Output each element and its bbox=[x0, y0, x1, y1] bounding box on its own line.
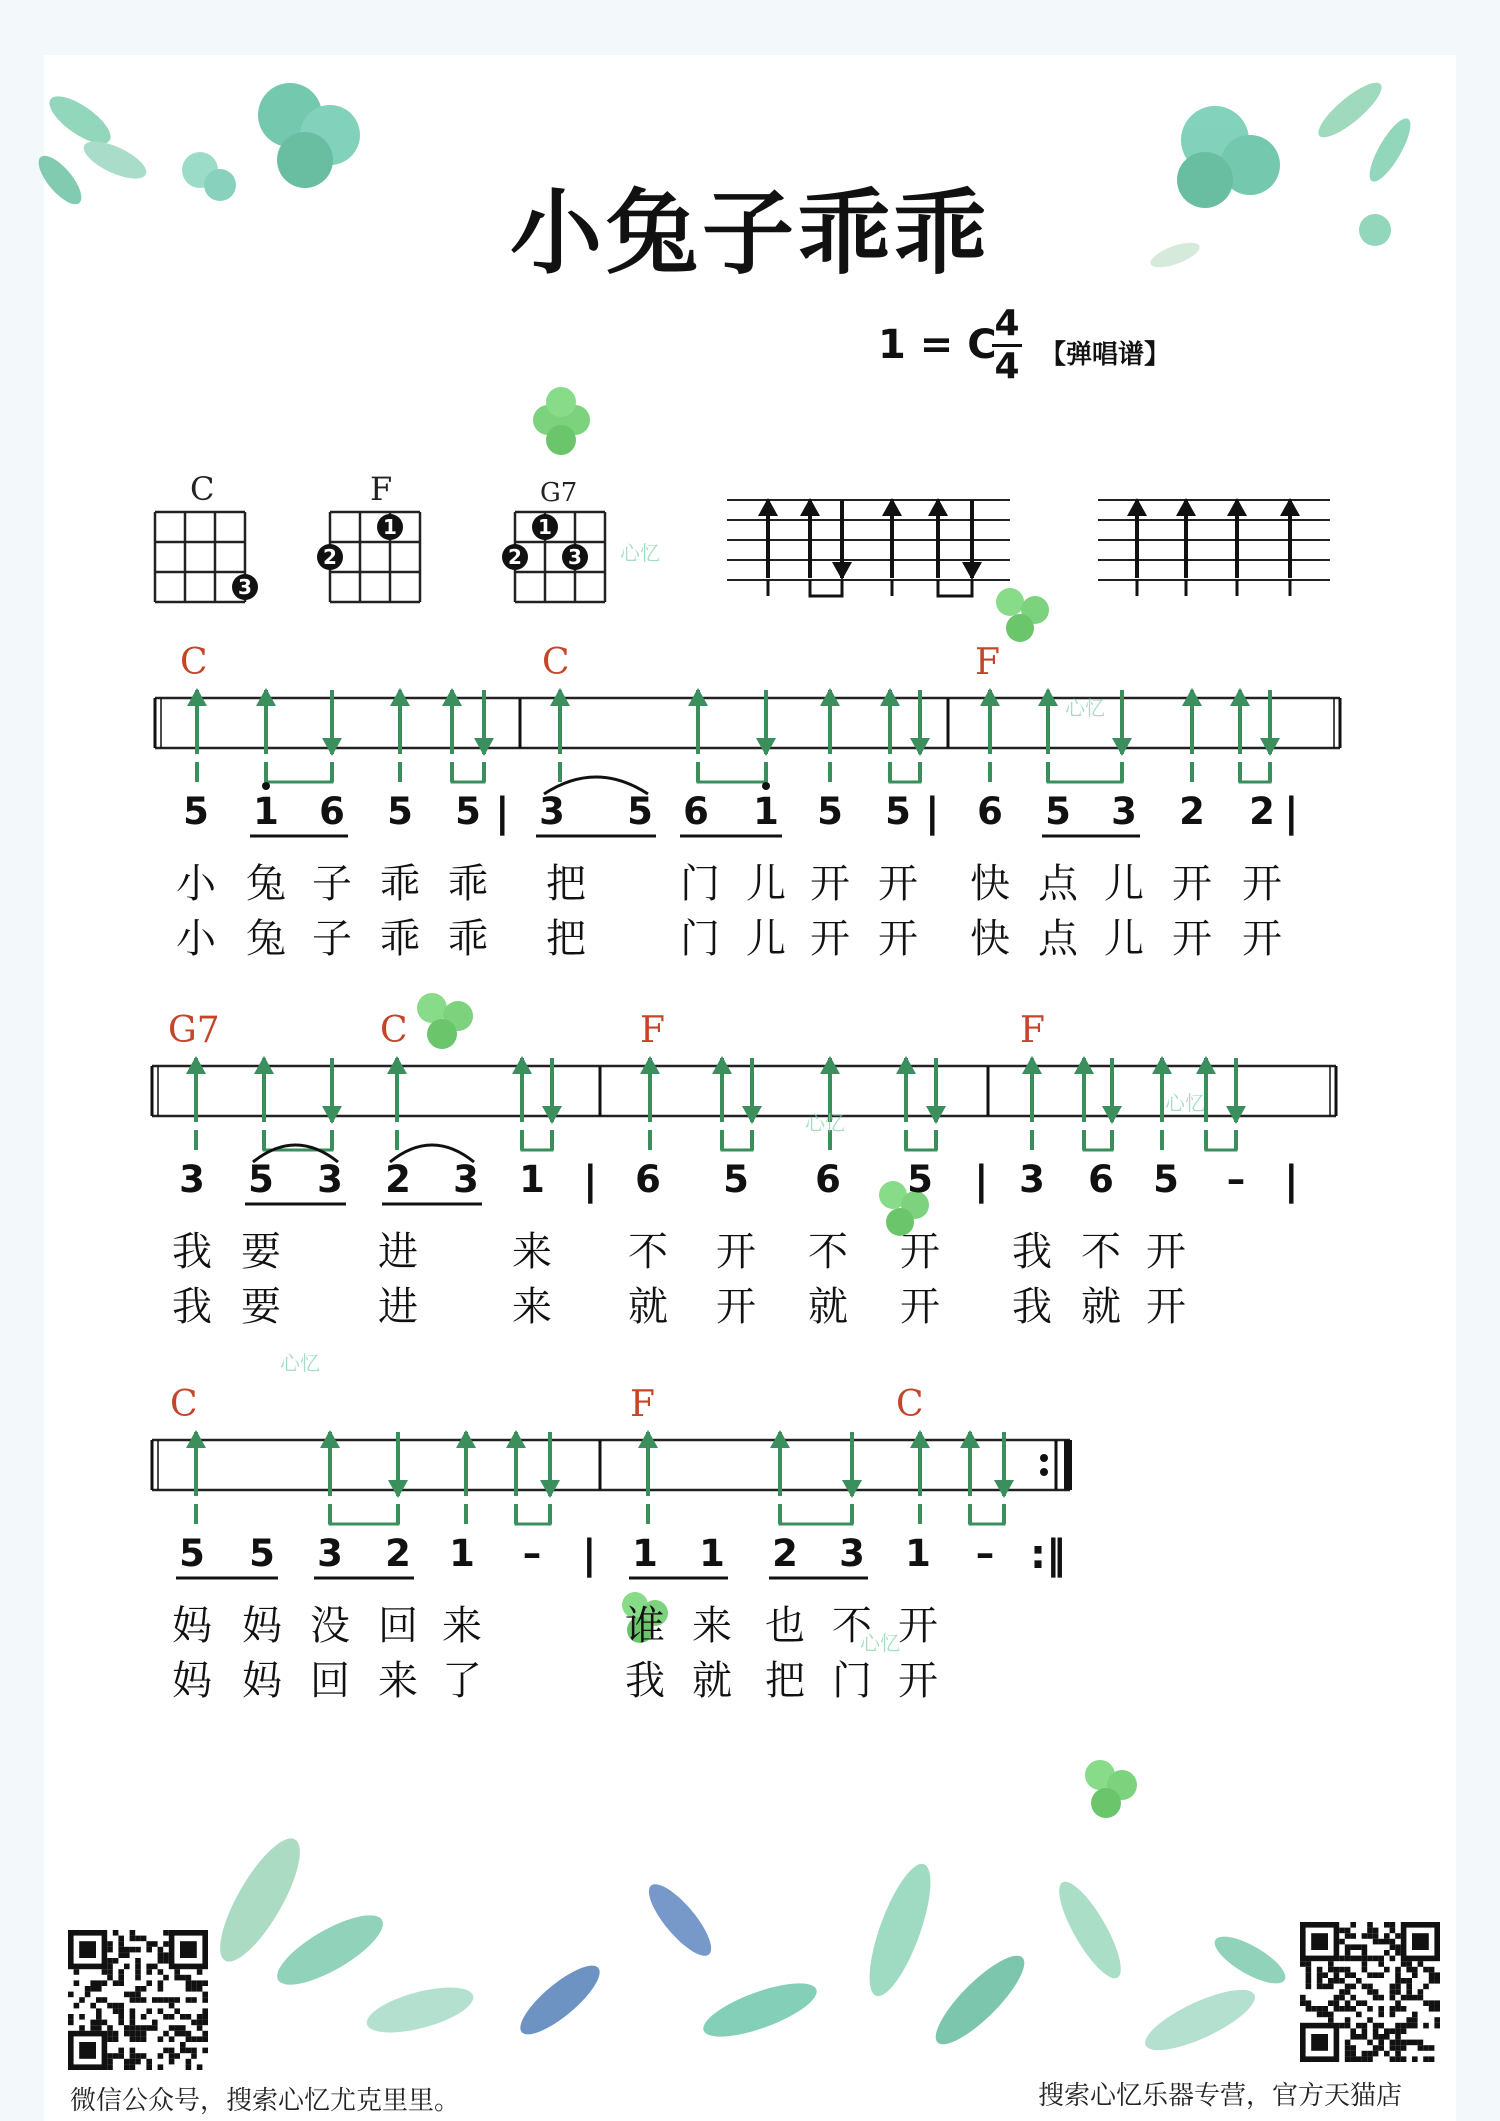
chord-name: C bbox=[170, 1384, 198, 1425]
note: 5 bbox=[907, 1158, 933, 1201]
lyric-verse-2: 我 bbox=[172, 1284, 212, 1330]
lyric-verse-2: 儿 bbox=[746, 916, 786, 962]
lyric-verse-1: 开 bbox=[1172, 861, 1212, 907]
footer-right-text: 搜索心忆乐器专营，官方天猫店 bbox=[1038, 2081, 1403, 2111]
lyric-verse-2: 就 bbox=[692, 1658, 732, 1704]
song-title: 小兔子乖乖 bbox=[509, 180, 990, 287]
note: 2 bbox=[1179, 790, 1205, 833]
chord-diagram-label-f: F bbox=[370, 470, 393, 508]
lyric-verse-1: 兔 bbox=[246, 861, 286, 907]
measure-bar: | bbox=[974, 1158, 989, 1204]
lyric-verse-1: 子 bbox=[312, 861, 352, 907]
lyric-verse-2: 儿 bbox=[1104, 916, 1144, 962]
lyric-verse-2: 妈 bbox=[172, 1658, 212, 1704]
chord-name: C bbox=[542, 642, 570, 683]
note: 6 bbox=[635, 1158, 661, 1201]
time-signature-top: 4 bbox=[994, 303, 1020, 344]
lyric-verse-2: 开 bbox=[716, 1284, 756, 1330]
lyric-verse-1: 来 bbox=[692, 1603, 732, 1649]
lyric-verse-1: 不 bbox=[1081, 1229, 1121, 1275]
lyric-verse-2: 把 bbox=[546, 916, 586, 962]
note: 3 bbox=[839, 1532, 865, 1575]
chord-diagram-label-g7: G7 bbox=[540, 478, 578, 508]
lyric-verse-2: 开 bbox=[900, 1284, 940, 1330]
qr-code-left bbox=[62, 1924, 214, 2076]
measure-bar: | bbox=[582, 1532, 597, 1578]
note: 6 bbox=[319, 790, 345, 833]
chord-diagram-label-c: C bbox=[190, 470, 215, 508]
note: 5 bbox=[183, 790, 209, 833]
finger-number: 1 bbox=[383, 515, 397, 539]
note: 1 bbox=[519, 1158, 545, 1201]
lyric-verse-1: 儿 bbox=[746, 861, 786, 907]
lyric-verse-1: 我 bbox=[172, 1229, 212, 1275]
lyric-verse-2: 开 bbox=[898, 1658, 938, 1704]
note: 1 bbox=[905, 1532, 931, 1575]
note: – bbox=[975, 1532, 995, 1575]
finger-number: 1 bbox=[538, 515, 552, 539]
key-signature: 1 = C bbox=[878, 322, 997, 368]
note: 3 bbox=[317, 1532, 343, 1575]
lyric-verse-1: 乖 bbox=[448, 861, 488, 907]
watermark: 心忆 bbox=[620, 541, 660, 565]
lyric-verse-2: 开 bbox=[878, 916, 918, 962]
lyric-verse-1: 谁 bbox=[625, 1603, 665, 1649]
note: – bbox=[1226, 1158, 1246, 1201]
finger-number: 3 bbox=[568, 545, 582, 569]
lyric-verse-1: 不 bbox=[808, 1229, 848, 1275]
lyric-verse-1: 也 bbox=[765, 1603, 805, 1649]
lyric-verse-1: 儿 bbox=[1104, 861, 1144, 907]
footer-left-text: 微信公众号，搜索心忆尤克里里。 bbox=[70, 2086, 461, 2116]
note: 3 bbox=[1111, 790, 1137, 833]
watermark: 心忆 bbox=[805, 1111, 845, 1135]
finger-number: 3 bbox=[238, 575, 252, 599]
lyric-verse-2: 进 bbox=[378, 1284, 418, 1330]
note: 1 bbox=[253, 790, 279, 833]
chord-name: C bbox=[896, 1384, 924, 1425]
chord-name: F bbox=[1020, 1010, 1045, 1051]
lyric-verse-2: 妈 bbox=[242, 1658, 282, 1704]
note: – bbox=[522, 1532, 542, 1575]
lyric-verse-1: 开 bbox=[1242, 861, 1282, 907]
lyric-verse-1: 乖 bbox=[380, 861, 420, 907]
chord-name: C bbox=[380, 1010, 408, 1051]
lyric-verse-2: 门 bbox=[680, 916, 720, 962]
lyric-verse-2: 乖 bbox=[380, 916, 420, 962]
chord-name: C bbox=[180, 642, 208, 683]
watermark: 心忆 bbox=[860, 1631, 900, 1655]
note: 3 bbox=[453, 1158, 479, 1201]
note: 3 bbox=[317, 1158, 343, 1201]
measure-bar: | bbox=[583, 1158, 598, 1204]
lyric-verse-2: 乖 bbox=[448, 916, 488, 962]
note: 5 bbox=[723, 1158, 749, 1201]
note: 5 bbox=[249, 1532, 275, 1575]
lyric-verse-1: 来 bbox=[512, 1229, 552, 1275]
lyric-verse-1: 开 bbox=[900, 1229, 940, 1275]
lyric-verse-1: 进 bbox=[378, 1229, 418, 1275]
watermark: 心忆 bbox=[1165, 1091, 1205, 1115]
watermark: 心忆 bbox=[1065, 696, 1105, 720]
lyric-verse-2: 就 bbox=[808, 1284, 848, 1330]
finger-number: 2 bbox=[323, 545, 337, 569]
note: 6 bbox=[683, 790, 709, 833]
lyric-verse-2: 快 bbox=[970, 916, 1010, 962]
chord-name: F bbox=[640, 1010, 665, 1051]
lyric-verse-2: 来 bbox=[378, 1658, 418, 1704]
lyric-verse-2: 兔 bbox=[246, 916, 286, 962]
lyric-verse-2: 把 bbox=[765, 1658, 805, 1704]
lyric-verse-2: 开 bbox=[810, 916, 850, 962]
lyric-verse-1: 不 bbox=[628, 1229, 668, 1275]
lyric-verse-2: 就 bbox=[628, 1284, 668, 1330]
chord-name: F bbox=[630, 1384, 655, 1425]
lyric-verse-1: 妈 bbox=[242, 1603, 282, 1649]
lyric-verse-2: 就 bbox=[1081, 1284, 1121, 1330]
lyric-verse-2: 门 bbox=[832, 1658, 872, 1704]
lyric-verse-1: 开 bbox=[898, 1603, 938, 1649]
lyric-verse-1: 回 bbox=[378, 1603, 418, 1649]
lyric-verse-1: 点 bbox=[1038, 861, 1078, 907]
lyric-verse-1: 小 bbox=[176, 861, 216, 907]
lyric-verse-1: 没 bbox=[310, 1603, 350, 1649]
note: 1 bbox=[753, 790, 779, 833]
lyric-verse-1: 要 bbox=[241, 1229, 281, 1275]
lyric-verse-1: 开 bbox=[878, 861, 918, 907]
lyric-verse-2: 开 bbox=[1172, 916, 1212, 962]
qr-code-right bbox=[1294, 1916, 1446, 2068]
lyric-verse-1: 开 bbox=[1146, 1229, 1186, 1275]
note: 2 bbox=[1249, 790, 1275, 833]
note: 1 bbox=[632, 1532, 658, 1575]
measure-bar: | bbox=[925, 790, 940, 836]
note: 5 bbox=[817, 790, 843, 833]
chord-name: G7 bbox=[168, 1010, 220, 1051]
note: 2 bbox=[385, 1158, 411, 1201]
finger-number: 2 bbox=[508, 545, 522, 569]
lyric-verse-2: 子 bbox=[312, 916, 352, 962]
lyric-verse-1: 把 bbox=[546, 861, 586, 907]
lyric-verse-1: 来 bbox=[442, 1603, 482, 1649]
lyric-verse-1: 妈 bbox=[172, 1603, 212, 1649]
note: 1 bbox=[699, 1532, 725, 1575]
lyric-verse-1: 不 bbox=[832, 1603, 872, 1649]
lyric-verse-1: 开 bbox=[716, 1229, 756, 1275]
chord-name: F bbox=[975, 642, 1000, 683]
note: 5 bbox=[387, 790, 413, 833]
lyric-verse-2: 我 bbox=[625, 1658, 665, 1704]
mode-label: 【弹唱谱】 bbox=[1040, 340, 1171, 370]
note: 2 bbox=[385, 1532, 411, 1575]
lyric-verse-1: 快 bbox=[970, 861, 1010, 907]
lyric-verse-2: 回 bbox=[310, 1658, 350, 1704]
lyric-verse-2: 我 bbox=[1012, 1284, 1052, 1330]
note: 1 bbox=[449, 1532, 475, 1575]
note: 6 bbox=[1088, 1158, 1114, 1201]
note: 6 bbox=[977, 790, 1003, 833]
note: 5 bbox=[885, 790, 911, 833]
lyric-verse-2: 开 bbox=[1146, 1284, 1186, 1330]
measure-bar: | bbox=[495, 790, 510, 836]
measure-bar: | bbox=[1284, 1158, 1299, 1204]
note: 5 bbox=[1045, 790, 1071, 833]
lyric-verse-1: 开 bbox=[810, 861, 850, 907]
measure-bar: | bbox=[1284, 790, 1299, 836]
note: 3 bbox=[179, 1158, 205, 1201]
lyric-verse-2: 小 bbox=[176, 916, 216, 962]
note: 3 bbox=[1019, 1158, 1045, 1201]
lyric-verse-2: 开 bbox=[1242, 916, 1282, 962]
note: 2 bbox=[772, 1532, 798, 1575]
note: 5 bbox=[627, 790, 653, 833]
lyric-verse-1: 门 bbox=[680, 861, 720, 907]
note: 5 bbox=[179, 1532, 205, 1575]
watermark: 心忆 bbox=[280, 1351, 320, 1375]
note: 6 bbox=[815, 1158, 841, 1201]
lyric-verse-1: 我 bbox=[1012, 1229, 1052, 1275]
note: 5 bbox=[1153, 1158, 1179, 1201]
lyric-verse-2: 要 bbox=[241, 1284, 281, 1330]
note: 5 bbox=[248, 1158, 274, 1201]
time-signature-bottom: 4 bbox=[994, 346, 1020, 387]
lyric-verse-2: 点 bbox=[1038, 916, 1078, 962]
lyric-verse-2: 来 bbox=[512, 1284, 552, 1330]
note: 5 bbox=[455, 790, 481, 833]
note: 3 bbox=[539, 790, 565, 833]
lyric-verse-2: 了 bbox=[442, 1658, 482, 1704]
repeat-end: :‖ bbox=[1030, 1532, 1066, 1578]
